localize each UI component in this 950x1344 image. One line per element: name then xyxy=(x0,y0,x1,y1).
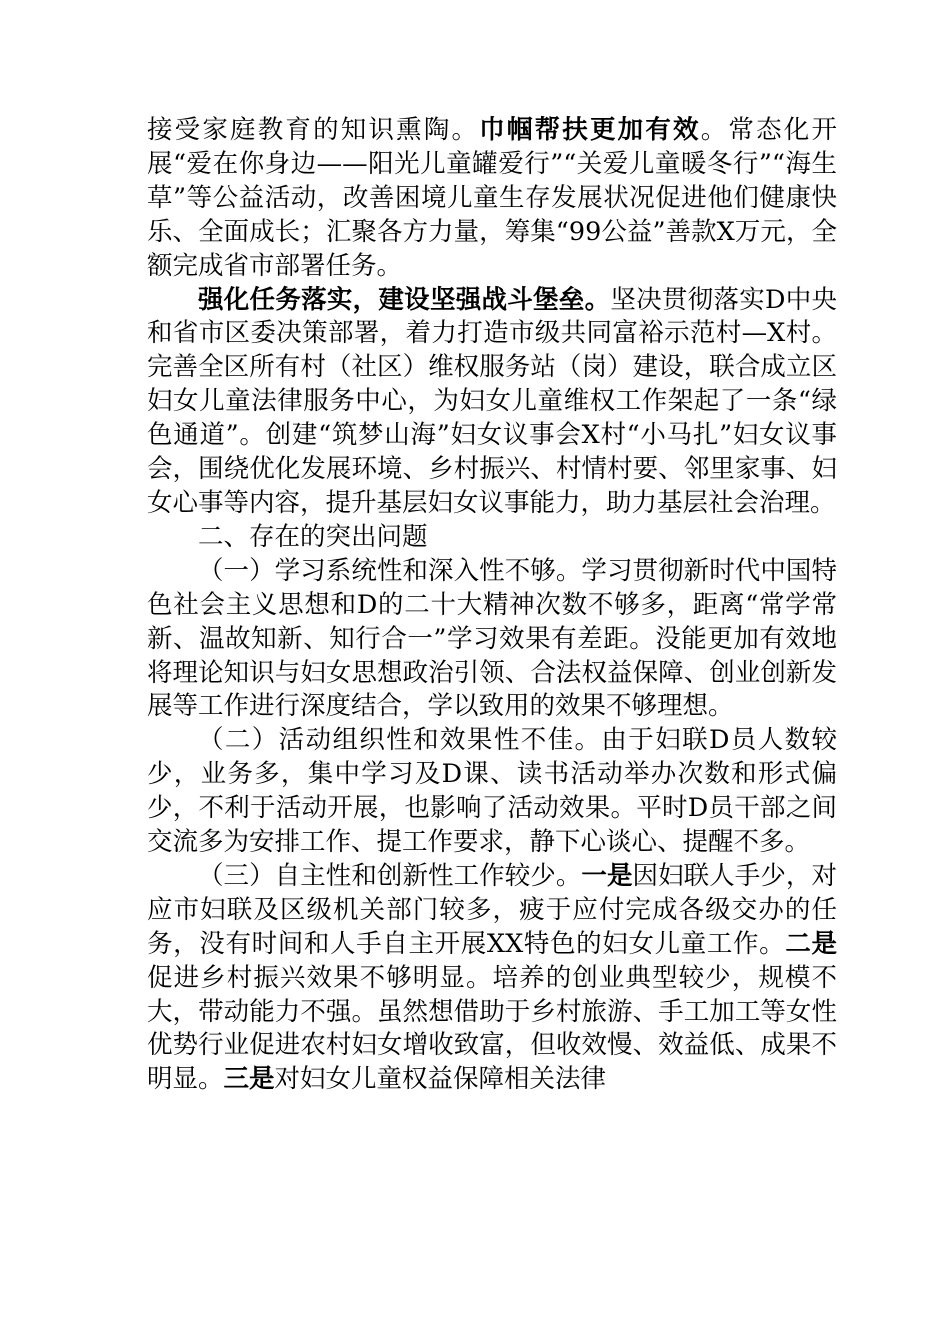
bold-heading-phrase: 强化任务落实，建设坚强战斗堡垒。 xyxy=(198,284,611,315)
subheading: （一）学习系统性和深入性不够。 xyxy=(198,555,582,586)
subheading: （二）活动组织性和效果性不佳。 xyxy=(198,725,602,756)
text-run: 促进乡村振兴效果不够明显。培养的创业典型较少，规模不大，带动能力不强。虽然想借助于乡村旅游、手工加工等女性优势行业促进农村妇女增收致富，但收效慢、效益低、成果不明显。 xyxy=(147,962,837,1095)
bold-marker: 三是 xyxy=(223,1064,275,1095)
bold-marker: 二是 xyxy=(785,928,837,959)
text-run: 对妇女儿童权益保障相关法律 xyxy=(274,1064,607,1095)
text-run: 坚决贯彻落实D中央和省市区委决策部署，着力打造市级共同富裕示范村—X村。完善全区所有村（社区）维权服务站（岗）建设，联合成立区妇女儿童法律服务中心，为妇女儿童维权工作架起了一条“绿色通道”。创建“筑梦山海”妇女议事会X村“小马扎”妇女议事会，围绕优化发展环境、乡村振兴、村情村要、邻里家事、妇女心事等内容，提升基层妇女议事能力，助力基层社会治理。 xyxy=(147,284,837,518)
text-run: 学习贯彻新时代中国特色社会主义思想和D的二十大精神次数不够多，距离“常学常新、温故知新、知行合一”学习效果有差距。没能更加有效地将理论知识与妇女思想政治引领、合法权益保障、创业创新发展等工作进行深度结合，学以致用的效果不够理想。 xyxy=(147,555,837,722)
bold-phrase: 巾帼帮扶更加有效 xyxy=(479,115,701,145)
text-run: 由于妇联D员人数较少，业务多，集中学习及D课、读书活动举办次数和形式偏少，不利于活动开展，也影响了活动效果。平时D员干部之间交流多为安排工作、提工作要求，静下心谈心、提醒不多。 xyxy=(147,725,837,858)
document-page xyxy=(147,114,837,1097)
bold-marker: 一是 xyxy=(581,860,633,891)
paragraph-issue-1 xyxy=(147,555,837,725)
section-heading: 二、存在的突出问题 xyxy=(198,521,428,552)
paragraph-issue-3 xyxy=(147,860,837,1097)
text-run: 。常态化开展“爱在你身边——阳光儿童罐爱行”“关爱儿童暖冬行”“海生草”等公益活动，改善困境儿童生存发展状况促进他们健康快乐、全面成长；汇聚各方力量，筹集“99公益”善款X万元，全额完成省市部署任务。 xyxy=(147,115,837,281)
paragraph-family-education xyxy=(147,114,837,284)
text-run: 因妇联人手少，对应市妇联及区级机关部门较多，疲于应付完成各级交办的任务，没有时间和人手自主开展XX特色的妇女儿童工作。 xyxy=(147,860,837,959)
paragraph-task-implementation xyxy=(147,284,837,521)
paragraph-issue-2 xyxy=(147,724,837,860)
subheading: （三）自主性和创新性工作较少。 xyxy=(198,860,582,891)
text-run: 接受家庭教育的知识熏陶。 xyxy=(147,115,480,145)
